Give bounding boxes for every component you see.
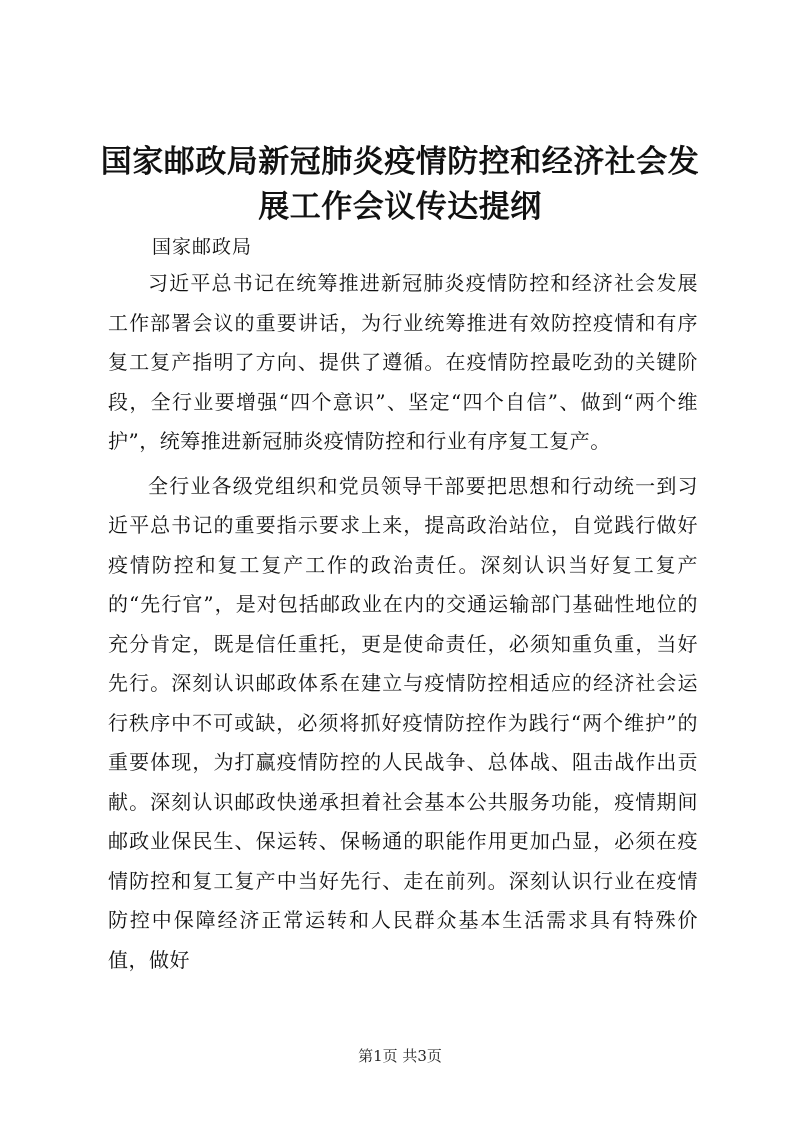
document-body — [108, 264, 698, 985]
paragraph: 习近平总书记在统筹推进新冠肺炎疫情防控和经济社会发展工作部署会议的重要讲话，为行业统筹推进有效防控疫情和有序复工复产指明了方向、提供了遵循。在疫情防控最吃劲的关键阶段，全行业要增强“四个意识”、坚定“四个自信”、做到“两个维护”，统筹推进新冠肺炎疫情防控和行业有序复工复产。 — [108, 271, 698, 453]
paragraph: 全行业各级党组织和党员领导干部要把思想和行动统一到习近平总书记的重要指示要求上来，提高政治站位，自觉践行做好疫情防控和复工复产工作的政治责任。深刻认识当好复工复产的“先行官”，是对包括邮政业在内的交通运输部门基础性地位的充分肯定，既是信任重托，更是使命责任，必须知重负重，当好先行。深刻认识邮政体系在建立与疫情防控相适应的经济社会运行秩序中不可或缺，必须将抓好疫情防控作为践行“两个维护”的重要体现，为打赢疫情防控的人民战争、总体战、阻击战作出贡献。深刻认识邮政快递承担着社会基本公共服务功能，疫情期间邮政业保民生、保运转、保畅通的职能作用更加凸显，必须在疫情防控和复工复产中当好先行、走在前列。深刻认识行业在疫情防控中保障经济正常运转和人民群众基本生活需求具有特殊价值，做好 — [108, 473, 698, 972]
document-title: 国家邮政局新冠肺炎疫情防控和经济社会发展工作会议传达提纲 — [100, 144, 700, 225]
page-footer: 第1页 共3页 — [358, 1047, 442, 1065]
document-author: 国家邮政局 — [152, 236, 253, 258]
